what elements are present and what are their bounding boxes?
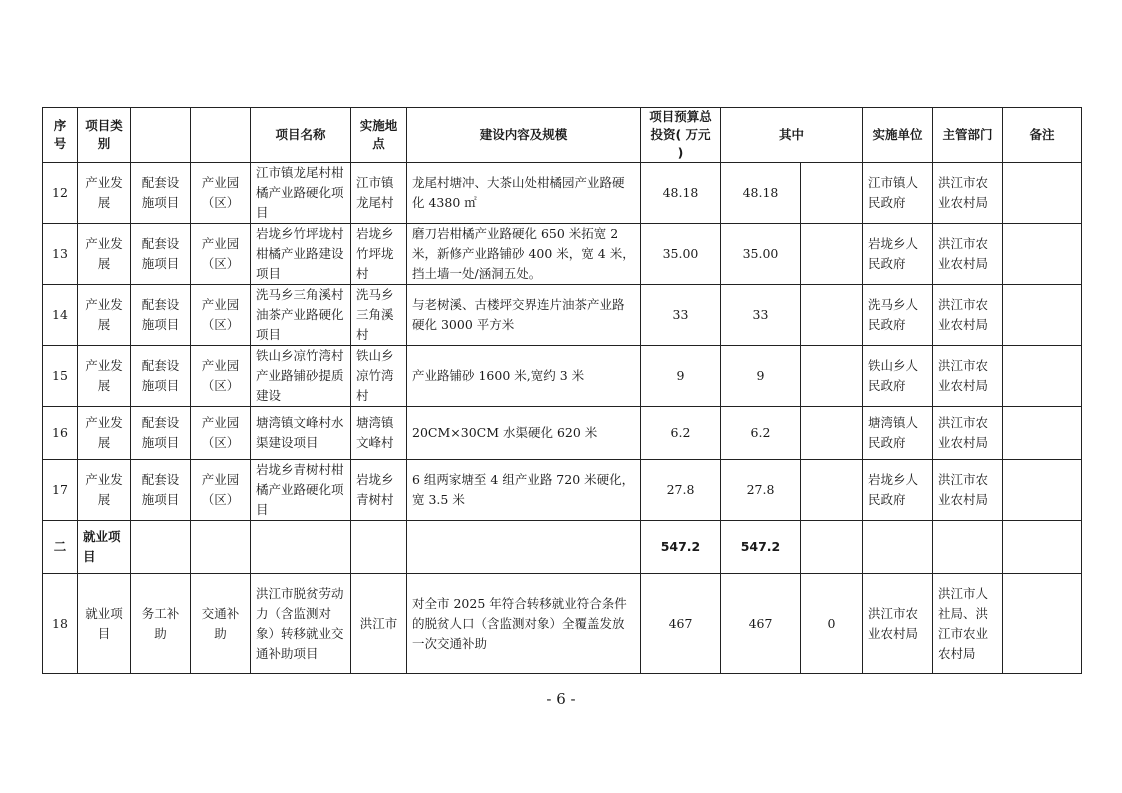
header-category: 项目类别 [78, 108, 131, 163]
cell-name: 洗马乡三角溪村油茶产业路硬化项目 [251, 285, 351, 346]
section-blank-1 [131, 521, 191, 574]
cell-among-1: 48.18 [721, 163, 801, 224]
table-row [43, 574, 1082, 674]
cell-dept: 洪江市农业农村局 [933, 460, 1003, 521]
cell-subcategory: 配套设施项目 [131, 224, 191, 285]
cell-type: 交通补助 [191, 574, 251, 674]
cell-budget: 9 [641, 346, 721, 407]
cell-unit: 铁山乡人民政府 [863, 346, 933, 407]
cell-content: 产业路铺砂 1600 米,宽约 3 米 [407, 346, 641, 407]
section-blank-2 [191, 521, 251, 574]
cell-location: 岩垅乡竹坪垅村 [351, 224, 407, 285]
cell-type: 产业园（区） [191, 346, 251, 407]
cell-among-2 [801, 224, 863, 285]
cell-no: 13 [43, 224, 78, 285]
cell-unit: 洗马乡人民政府 [863, 285, 933, 346]
cell-category: 产业发展 [78, 460, 131, 521]
cell-budget: 6.2 [641, 407, 721, 460]
cell-among-2 [801, 407, 863, 460]
cell-category: 产业发展 [78, 163, 131, 224]
cell-content: 与老树溪、古楼坪交界连片油茶产业路硬化 3000 平方米 [407, 285, 641, 346]
header-seq: 序号 [43, 108, 78, 163]
cell-remark [1003, 460, 1082, 521]
cell-budget: 467 [641, 574, 721, 674]
cell-remark [1003, 346, 1082, 407]
cell-subcategory: 配套设施项目 [131, 460, 191, 521]
cell-name: 江市镇龙尾村柑橘产业路硬化项目 [251, 163, 351, 224]
table-row [43, 407, 1082, 460]
cell-type: 产业园（区） [191, 163, 251, 224]
cell-unit: 岩垅乡人民政府 [863, 460, 933, 521]
cell-no: 17 [43, 460, 78, 521]
cell-budget: 35.00 [641, 224, 721, 285]
header-dept: 主管部门 [933, 108, 1003, 163]
cell-among-1: 33 [721, 285, 801, 346]
page-number: - 6 - [546, 690, 576, 708]
cell-unit: 江市镇人民政府 [863, 163, 933, 224]
table-row [43, 460, 1082, 521]
section-row [43, 521, 1082, 574]
header-blank-2 [191, 108, 251, 163]
cell-remark [1003, 407, 1082, 460]
cell-unit: 洪江市农业农村局 [863, 574, 933, 674]
header-among: 其中 [721, 108, 863, 163]
cell-budget: 33 [641, 285, 721, 346]
cell-among-2 [801, 346, 863, 407]
cell-unit: 岩垅乡人民政府 [863, 224, 933, 285]
cell-among-2 [801, 285, 863, 346]
cell-location: 洪江市 [351, 574, 407, 674]
cell-type: 产业园（区） [191, 460, 251, 521]
header-location: 实施地点 [351, 108, 407, 163]
cell-subcategory: 配套设施项目 [131, 407, 191, 460]
project-table [42, 107, 1082, 674]
cell-no: 14 [43, 285, 78, 346]
cell-location: 岩垅乡青树村 [351, 460, 407, 521]
cell-location: 塘湾镇文峰村 [351, 407, 407, 460]
section-blank-4 [351, 521, 407, 574]
section-category: 就业项目 [78, 521, 131, 574]
table-row [43, 346, 1082, 407]
section-among-1: 547.2 [721, 521, 801, 574]
cell-content: 对全市 2025 年符合转移就业符合条件的脱贫人口（含监测对象）全覆盖发放一次交通补助 [407, 574, 641, 674]
cell-budget: 27.8 [641, 460, 721, 521]
cell-subcategory: 配套设施项目 [131, 163, 191, 224]
cell-type: 产业园（区） [191, 224, 251, 285]
cell-remark [1003, 224, 1082, 285]
cell-location: 铁山乡凉竹湾村 [351, 346, 407, 407]
cell-name: 塘湾镇文峰村水渠建设项目 [251, 407, 351, 460]
header-unit: 实施单位 [863, 108, 933, 163]
cell-location: 江市镇龙尾村 [351, 163, 407, 224]
cell-subcategory: 务工补助 [131, 574, 191, 674]
header-name: 项目名称 [251, 108, 351, 163]
cell-dept: 洪江市农业农村局 [933, 285, 1003, 346]
cell-no: 18 [43, 574, 78, 674]
cell-no: 15 [43, 346, 78, 407]
section-blank-9 [1003, 521, 1082, 574]
table-row [43, 163, 1082, 224]
cell-among-2 [801, 163, 863, 224]
cell-among-1: 27.8 [721, 460, 801, 521]
cell-subcategory: 配套设施项目 [131, 285, 191, 346]
cell-name: 岩垅乡竹坪垅村柑橘产业路建设项目 [251, 224, 351, 285]
section-no: 二 [43, 521, 78, 574]
cell-content: 磨刀岩柑橘产业路硬化 650 米拓宽 2 米，新修产业路铺砂 400 米，宽 4 米，挡土墙一处/涵洞五处。 [407, 224, 641, 285]
cell-dept: 洪江市人社局、洪江市农业农村局 [933, 574, 1003, 674]
cell-dept: 洪江市农业农村局 [933, 224, 1003, 285]
cell-dept: 洪江市农业农村局 [933, 163, 1003, 224]
cell-subcategory: 配套设施项目 [131, 346, 191, 407]
cell-budget: 48.18 [641, 163, 721, 224]
cell-among-2 [801, 460, 863, 521]
header-blank-1 [131, 108, 191, 163]
cell-category: 产业发展 [78, 224, 131, 285]
cell-location: 洗马乡三角溪村 [351, 285, 407, 346]
cell-type: 产业园（区） [191, 285, 251, 346]
cell-dept: 洪江市农业农村局 [933, 407, 1003, 460]
section-blank-5 [407, 521, 641, 574]
cell-remark [1003, 285, 1082, 346]
table-row [43, 224, 1082, 285]
cell-category: 产业发展 [78, 346, 131, 407]
header-remark: 备注 [1003, 108, 1082, 163]
cell-name: 岩垅乡青树村柑橘产业路硬化项目 [251, 460, 351, 521]
header-content: 建设内容及规模 [407, 108, 641, 163]
section-blank-3 [251, 521, 351, 574]
cell-remark [1003, 163, 1082, 224]
cell-type: 产业园（区） [191, 407, 251, 460]
section-blank-6 [801, 521, 863, 574]
cell-remark [1003, 574, 1082, 674]
cell-category: 就业项目 [78, 574, 131, 674]
cell-category: 产业发展 [78, 285, 131, 346]
section-blank-7 [863, 521, 933, 574]
cell-among-2: 0 [801, 574, 863, 674]
cell-among-1: 467 [721, 574, 801, 674]
cell-among-1: 35.00 [721, 224, 801, 285]
cell-category: 产业发展 [78, 407, 131, 460]
section-blank-8 [933, 521, 1003, 574]
cell-unit: 塘湾镇人民政府 [863, 407, 933, 460]
cell-no: 16 [43, 407, 78, 460]
cell-content: 6 组两家塘至 4 组产业路 720 米硬化，宽 3.5 米 [407, 460, 641, 521]
cell-no: 12 [43, 163, 78, 224]
cell-name: 洪江市脱贫劳动力（含监测对象）转移就业交通补助项目 [251, 574, 351, 674]
section-budget: 547.2 [641, 521, 721, 574]
header-budget: 项目预算总投资( 万元 ) [641, 108, 721, 163]
cell-dept: 洪江市农业农村局 [933, 346, 1003, 407]
cell-content: 龙尾村塘冲、大茶山处柑橘园产业路硬化 4380 ㎡ [407, 163, 641, 224]
cell-name: 铁山乡凉竹湾村产业路铺砂提质建设 [251, 346, 351, 407]
table-header-row [43, 108, 1082, 163]
cell-among-1: 9 [721, 346, 801, 407]
cell-among-1: 6.2 [721, 407, 801, 460]
table-row [43, 285, 1082, 346]
cell-content: 20CM×30CM 水渠硬化 620 米 [407, 407, 641, 460]
